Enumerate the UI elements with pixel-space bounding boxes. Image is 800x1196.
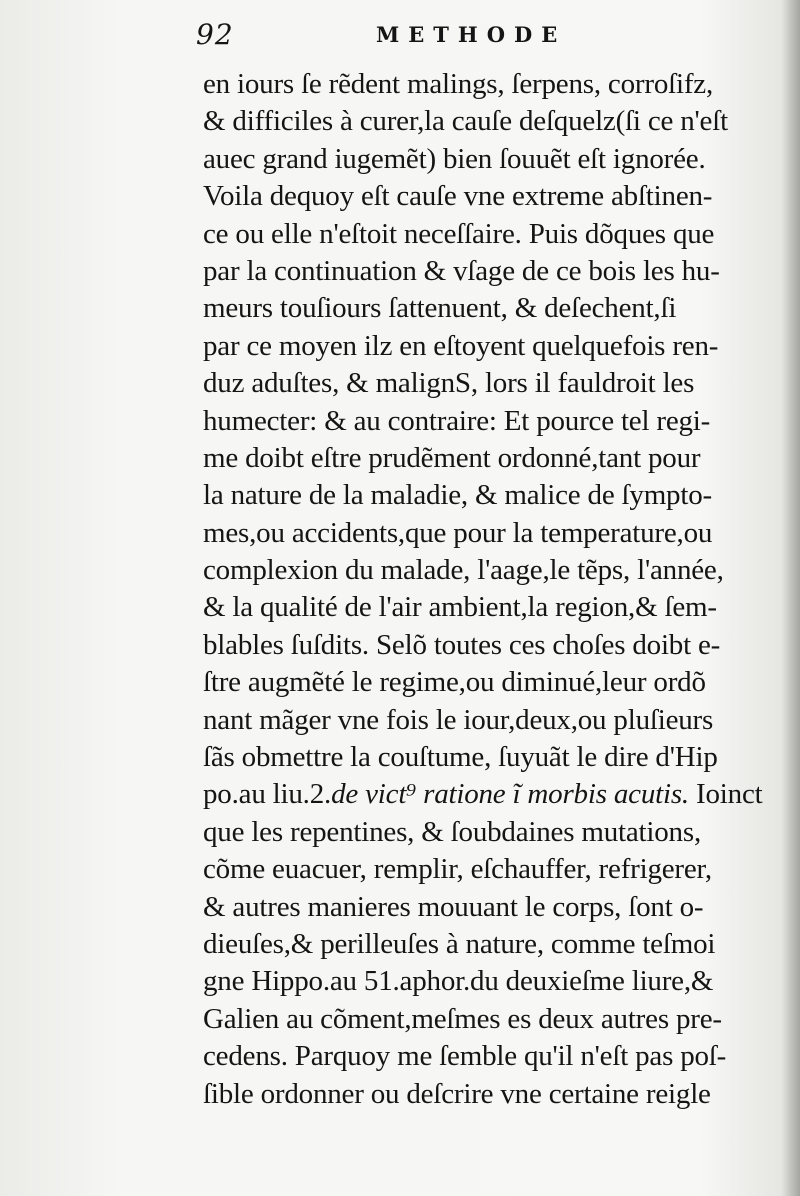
text-line: la nature de la maladie, & malice de ſympto- — [203, 479, 712, 512]
text-line: Galien au cõment,meſmes es deux autres pre- — [203, 1002, 722, 1035]
running-head: METHODE — [376, 22, 567, 47]
text-line: ſãs obmettre la couſtume, ſuyuãt le dire d'Hip — [203, 741, 718, 774]
italic-citation: de vict⁹ ratione ĩ morbis acutis. — [331, 778, 689, 811]
page-number: 92 — [196, 18, 234, 51]
citation-prefix: po.au liu.2. — [203, 778, 332, 811]
page-gutter-shadow — [782, 0, 800, 1196]
text-line: par la continuation & vſage de ce bois les hu- — [203, 254, 720, 287]
text-line: blables ſuſdits. Selõ toutes ces choſes doibt e- — [203, 628, 721, 661]
text-line: mes,ou accidents,que pour la temperature,ou — [203, 516, 713, 549]
text-line: cõme euacuer, remplir, eſchauffer, refrigerer, — [203, 853, 712, 886]
page-header — [196, 18, 776, 58]
text-line: dieuſes,& perilleuſes à nature, comme teſmoi — [203, 927, 716, 960]
text-line: gne Hippo.au 51.aphor.du deuxieſme liure,& — [203, 965, 714, 998]
text-line: par ce moyen ilz en eſtoyent quelquefois ren- — [203, 329, 719, 362]
text-line: auec grand iugemẽt) bien ſouuẽt eſt ignorée. — [203, 142, 706, 175]
text-line: ſtre augmẽté le regime,ou diminué,leur ordõ — [203, 666, 706, 699]
text-line: complexion du malade, l'aage,le tẽps, l'année, — [203, 554, 724, 587]
text-line: ſible ordonner ou deſcrire vne certaine reigle — [203, 1077, 711, 1110]
text-line-with-citation — [203, 776, 783, 813]
text-line: me doibt eſtre prudẽment ordonné,tant pour — [203, 441, 701, 474]
text-line: & difficiles à curer,la cauſe deſquelz(ſi ce n'eſt — [203, 105, 728, 138]
text-line: ce ou elle n'eſtoit neceſſaire. Puis dõques que — [203, 217, 715, 250]
text-line: duz aduſtes, & malignS, lors il fauldroit les — [203, 367, 695, 400]
body-text — [203, 66, 783, 1113]
text-line: humecter: & au contraire: Et pource tel regi- — [203, 404, 711, 437]
text-line: meurs touſiours ſattenuent, & deſechent,ſi — [203, 292, 677, 325]
citation-suffix: Ioinct — [688, 778, 763, 811]
text-line: que les repentines, & ſoubdaines mutations, — [203, 815, 701, 848]
text-line: cedens. Parquoy me ſemble qu'il n'eſt pas poſ- — [203, 1040, 727, 1073]
text-line: nant mãger vne fois le iour,deux,ou pluſieurs — [203, 703, 714, 736]
text-line: Voila dequoy eſt cauſe vne extreme abſtinen- — [203, 180, 713, 213]
text-line: & autres manieres mouuant le corps, ſont o- — [203, 890, 704, 923]
text-line: & la qualité de l'air ambient,la region,& ſem- — [203, 591, 717, 624]
text-line: en iours ſe rẽdent malings, ſerpens, corroſifz, — [203, 68, 714, 100]
